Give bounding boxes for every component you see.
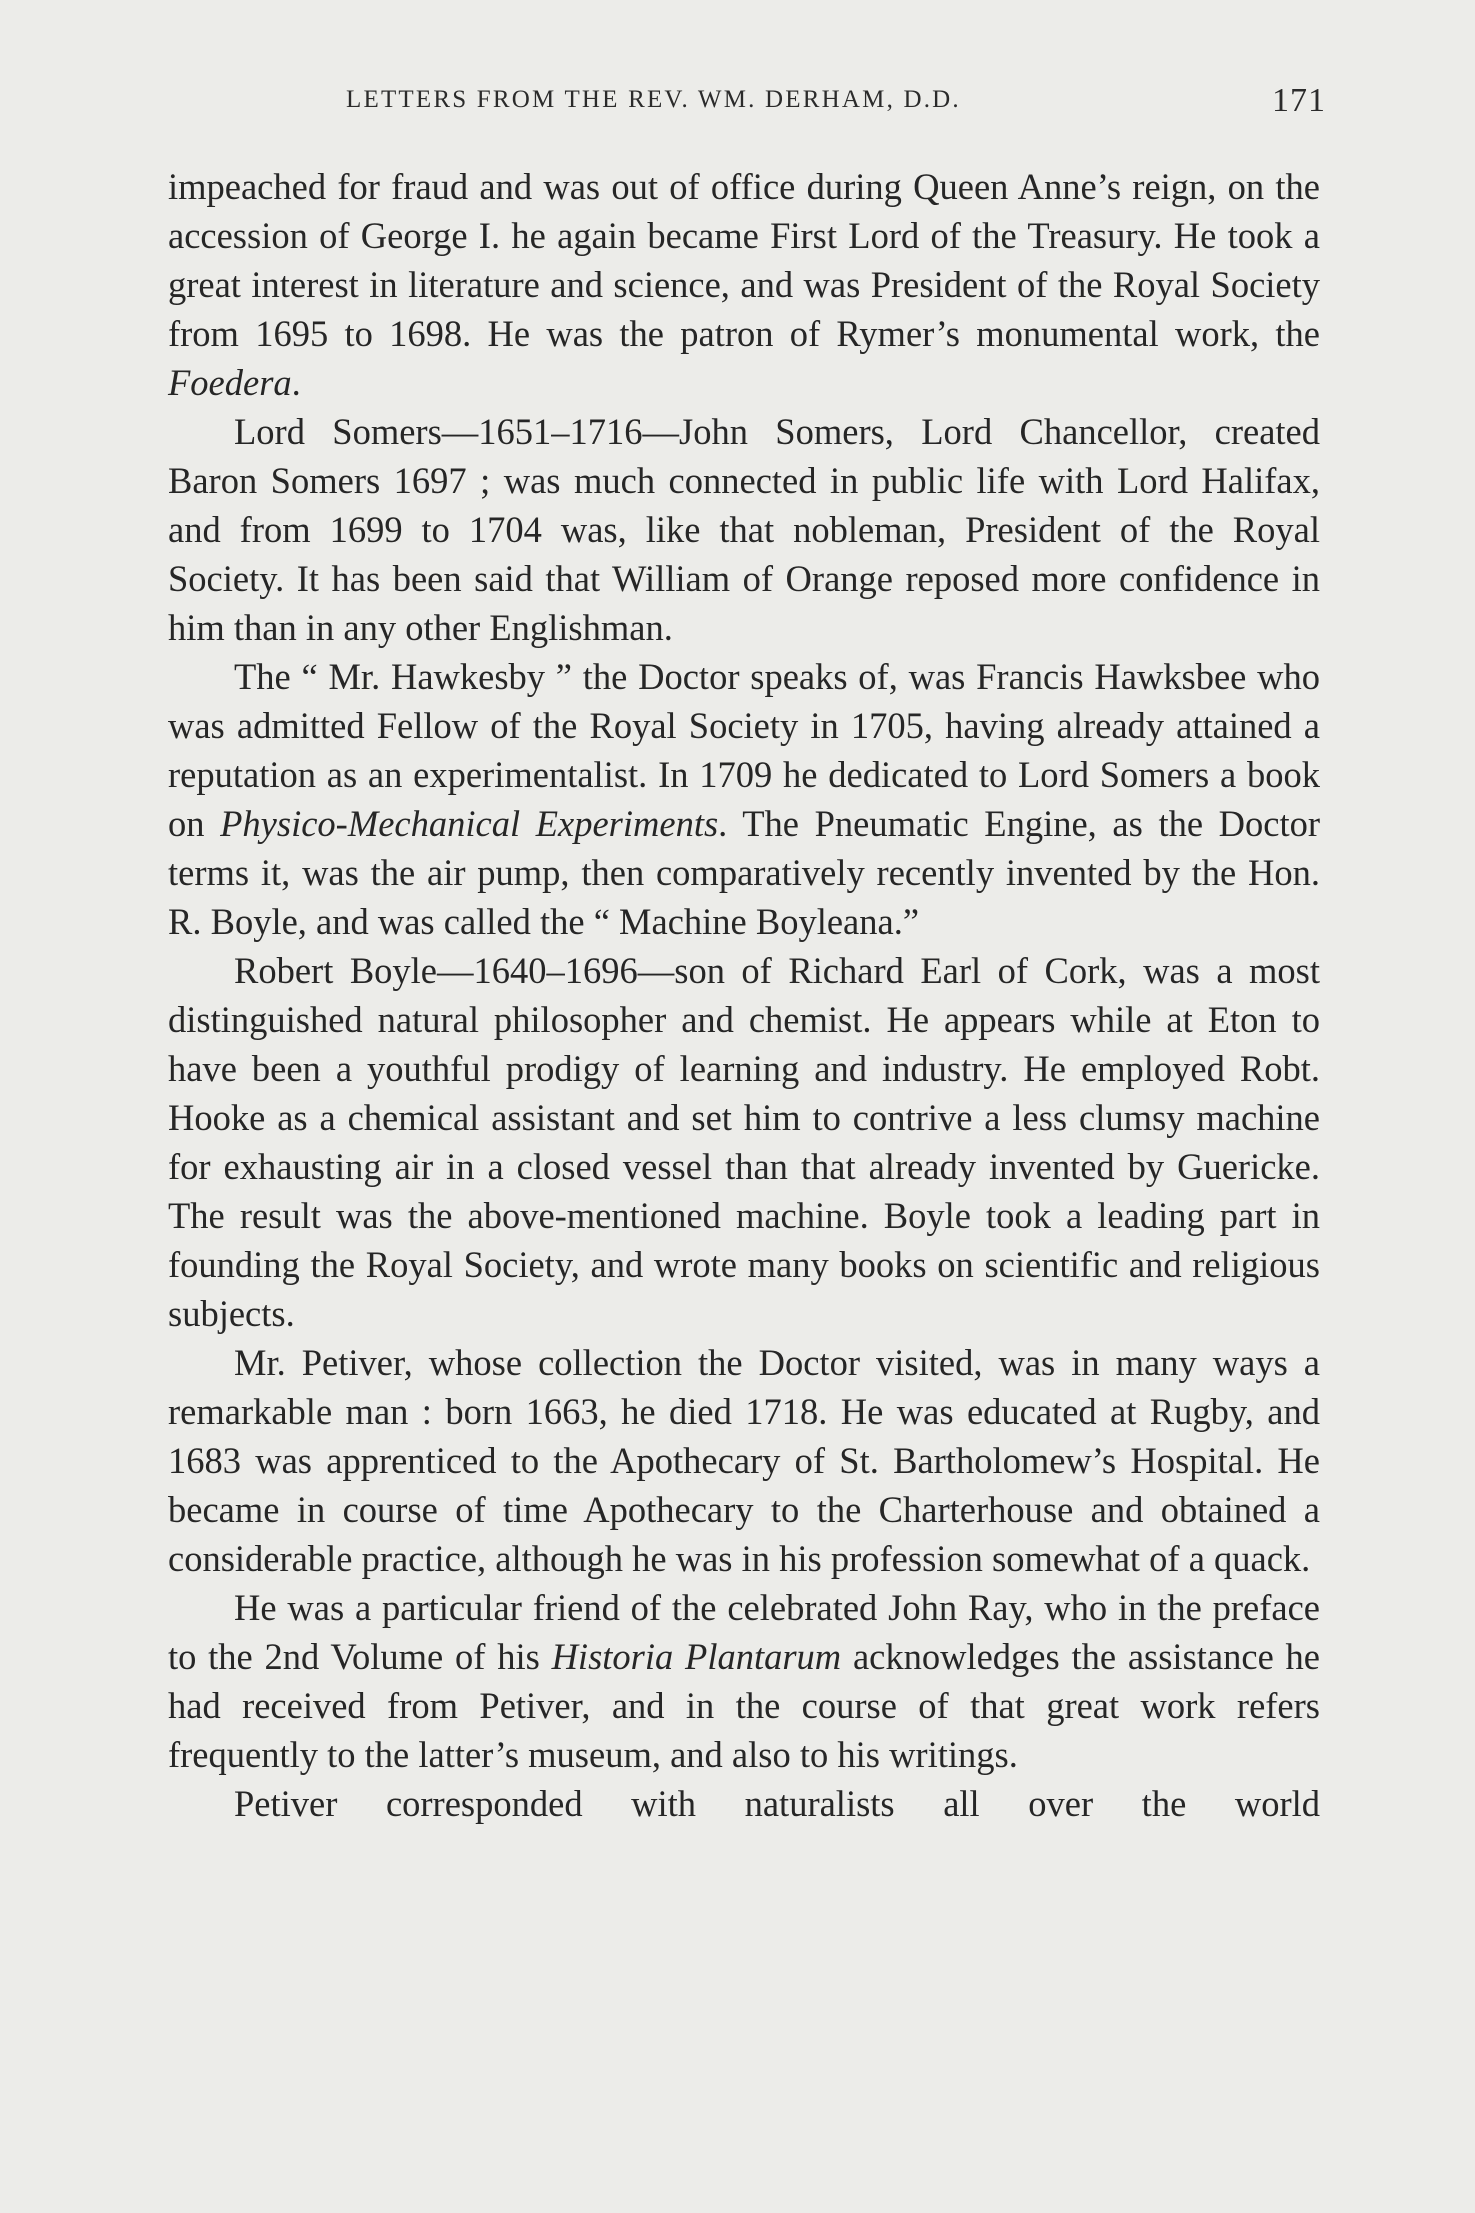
paragraph-hawksbee — [168, 652, 1320, 946]
paragraph-text: . The Pneumatic Engine, as the Doctor terms it, was the air pump, then comparatively recently invented by the Hon. R. Boyle, and was called the “ Machine Boyleana.” — [168, 803, 1320, 942]
paragraph-text: Petiver corresponded with naturalists all over the world — [234, 1783, 1320, 1824]
paragraph-petiver — [168, 1338, 1320, 1583]
paragraph-text: Mr. Petiver, whose collection the Doctor visited, was in many ways a remarkable man : born 1663, he died 1718. He was educated at Rugby, and 1683 was apprenticed to the Apothecary of St. Bartholomew’s Hospital. He became in course of time Apothecary to the Charterhouse and obtained a considerable practice, although he was in his profession somewhat of a quack. — [168, 1342, 1320, 1579]
paragraph-somers — [168, 407, 1320, 652]
paragraph-text: impeached for fraud and was out of office during Queen Anne’s reign, on the accession of George I. he again became First Lord of the Treasury. He took a great interest in literature and science, and was President of the Royal Society from 1695 to 1698. He was the patron of Rymer’s monumental work, the — [168, 166, 1320, 354]
body-text — [168, 162, 1320, 1828]
paragraph-ray — [168, 1583, 1320, 1779]
italic-title: Historia Plantarum — [551, 1636, 842, 1677]
paragraph-text: . — [291, 362, 301, 403]
paragraph-text: acknowledges the assistance he had received from Petiver, and in the course of that great work refers frequently to the latter’s museum, and also to his writings. — [168, 1636, 1320, 1775]
paragraph-text: He was a particular friend of the celebrated John Ray, who in the preface to the 2nd Volume of his — [168, 1587, 1320, 1677]
italic-title: Physico-Mechanical Experiments — [220, 803, 719, 844]
running-head: LETTERS FROM THE REV. WM. DERHAM, D.D. — [346, 86, 961, 113]
paragraph-text: Robert Boyle—1640–1696—son of Richard Earl of Cork, was a most distinguished natural philosopher and chemist. He appears while at Eton to have been a youthful prodigy of learning and industry. He employed Robt. Hooke as a chemical assistant and set him to contrive a less clumsy machine for exhausting air in a closed vessel than that already invented by Guericke. The result was the above-mentioned machine. Boyle took a leading part in founding the Royal Society, and wrote many books on scientific and religious subjects. — [168, 950, 1320, 1334]
page-header — [166, 82, 1326, 122]
page-number: 171 — [1272, 82, 1326, 119]
paragraph-boyle — [168, 946, 1320, 1338]
italic-title: Foedera — [168, 362, 292, 403]
paragraph-petiver-correspondence — [168, 1779, 1320, 1828]
paragraph-halifax — [168, 162, 1320, 407]
paragraph-text: Lord Somers—1651–1716—John Somers, Lord Chancellor, created Baron Somers 1697 ; was much connected in public life with Lord Halifax, and from 1699 to 1704 was, like that nobleman, President of the Royal Society. It has been said that William of Orange reposed more confidence in him than in any other Englishman. — [168, 411, 1320, 648]
paragraph-text: The “ Mr. Hawkesby ” the Doctor speaks of, was Francis Hawksbee who was admitted Fellow of the Royal Society in 1705, having already attained a reputation as an experimentalist. In 1709 he dedicated to Lord Somers a book on — [168, 656, 1320, 844]
